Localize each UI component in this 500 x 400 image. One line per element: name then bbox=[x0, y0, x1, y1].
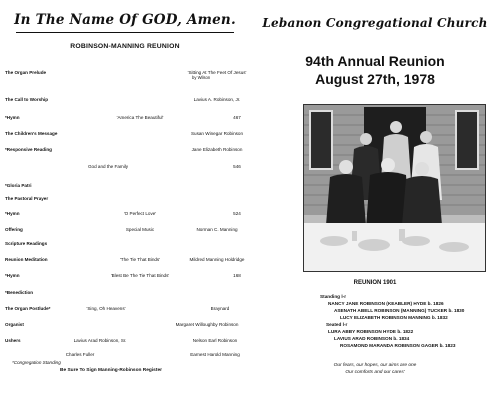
program-item-detail: 'Sitting At The Feet Of Jesus' bbox=[187, 70, 247, 75]
program-item-detail: Margaret Willoughby Robinson bbox=[175, 322, 239, 327]
window-right bbox=[456, 111, 478, 169]
program-item-detail: Braynard bbox=[210, 306, 230, 311]
seated-figures bbox=[326, 158, 442, 227]
program-item-title: Special Music bbox=[125, 227, 155, 232]
program-item-label: The Call to Worship bbox=[5, 97, 49, 102]
program-item-label: *Hymn bbox=[5, 211, 20, 216]
register-note: Be Sure To Sign Manning-Robinson Register bbox=[60, 368, 162, 373]
program-item-label: *Gloria Patri bbox=[5, 183, 32, 188]
program-item-detail: Lavius A. Robinson, Jr. bbox=[193, 97, 241, 102]
reunion-title: 94th Annual Reunion bbox=[305, 53, 445, 69]
program-item-number: 467 bbox=[233, 115, 241, 120]
reunion-subtitle: ROBINSON-MANNING REUNION bbox=[70, 43, 180, 50]
program-item-title: Charles Fuller bbox=[65, 352, 95, 357]
program-row bbox=[0, 306, 250, 316]
cover-page bbox=[250, 0, 500, 400]
standing-name: LUCY ELIZABETH ROBINSON MANNING b. 1832 bbox=[340, 315, 448, 320]
program-item-number: 524 bbox=[233, 211, 241, 216]
verse-line: Our fears, our hopes, our aims are one bbox=[333, 363, 417, 368]
standing-name: NANCY JANE ROBINSON (KEABLER) HYDE b. 1826 bbox=[328, 301, 444, 306]
photo-names bbox=[320, 293, 500, 349]
program-item-sub: by Wilson bbox=[192, 75, 211, 80]
program-row bbox=[0, 115, 250, 125]
seated-label: Seated l-r bbox=[326, 322, 348, 327]
program-item-number: 168 bbox=[233, 273, 241, 278]
program-item-title: 'O Perfect Love' bbox=[123, 211, 157, 216]
seated-name: ROSAMOND MARANDA ROBINSON GAGER b. 1823 bbox=[340, 343, 456, 348]
program-row bbox=[0, 147, 250, 157]
program-item-label: *Hymn bbox=[5, 273, 20, 278]
program-item-detail: Nelson Earl Robinson bbox=[192, 338, 238, 343]
program-row bbox=[0, 211, 250, 221]
program-item-title: 'Blest Be The Tie That Binds' bbox=[110, 273, 170, 278]
program-item-label: The Pastoral Prayer bbox=[5, 196, 49, 201]
program-item-label: *Responsive Reading bbox=[5, 147, 52, 152]
program-item-title: God and the Family bbox=[87, 164, 129, 169]
program-row bbox=[0, 273, 250, 283]
program-item-label: *Benediction bbox=[5, 290, 34, 295]
program-item-label: *Hymn bbox=[5, 115, 20, 120]
program-item-detail: Earnest Harold Manning bbox=[190, 352, 240, 357]
heading-rule bbox=[16, 32, 234, 33]
program-item-label: The Children's Message bbox=[5, 131, 58, 136]
reunion-photo bbox=[303, 104, 486, 272]
verse-line: Our comforts and our cares' bbox=[345, 370, 405, 375]
window-left bbox=[310, 111, 332, 169]
program-row bbox=[0, 241, 250, 251]
program-item-label: The Organ Prelude bbox=[5, 70, 47, 75]
program-row bbox=[0, 164, 250, 174]
standing-label: Standing l-r bbox=[320, 294, 347, 299]
photo-caption: REUNION 1901 bbox=[353, 280, 397, 286]
seated-name: LAVIUS ARAD ROBINSON b. 1834 bbox=[334, 336, 410, 341]
program-item-detail: Mildred Manning Holdridge bbox=[189, 257, 245, 262]
program-row bbox=[0, 97, 250, 107]
program-item-label: Organist bbox=[5, 322, 24, 327]
program-heading: In The Name Of GOD, Amen. bbox=[14, 12, 236, 28]
program-row bbox=[0, 70, 250, 80]
program-item-detail: Susan Winegar Robinson bbox=[190, 131, 244, 136]
program-item-title: Lavius Arad Robinson, Sr. bbox=[73, 338, 127, 343]
program-row bbox=[0, 227, 250, 237]
program-item-title: 'Sing, Oh Heavens' bbox=[86, 306, 126, 311]
program-item-title: 'America The Beautiful' bbox=[116, 115, 164, 120]
seated-name: LURA ABBY ROBINSON HYDE b. 1822 bbox=[328, 329, 414, 334]
hymn-verse bbox=[250, 362, 500, 376]
program-row bbox=[0, 257, 250, 267]
program-row bbox=[0, 322, 250, 332]
program-item-label: Reunion Meditation bbox=[5, 257, 48, 262]
program-item-label: Scripture Readings bbox=[5, 241, 48, 246]
program-item-detail: Jane Elizabeth Robinson bbox=[191, 147, 243, 152]
program-row bbox=[0, 290, 250, 300]
program-row bbox=[0, 183, 250, 193]
program-item-label: Ushers bbox=[5, 338, 21, 343]
program-row bbox=[0, 338, 250, 348]
standing-name: ASENATH ABELL ROBINSON (MANNING) TUCKER b. 1830 bbox=[334, 308, 465, 313]
congregation-note: *Congregation Standing bbox=[12, 360, 61, 365]
program-item-label: The Organ Postlude* bbox=[5, 306, 51, 311]
program-item-label: Offering bbox=[5, 227, 23, 232]
church-name: Lebanon Congregational Church bbox=[262, 16, 488, 30]
photo-illustration bbox=[304, 105, 486, 272]
program-item-title: 'The Tie That Binds' bbox=[119, 257, 161, 262]
program-row bbox=[0, 131, 250, 141]
reunion-date: August 27th, 1978 bbox=[315, 71, 435, 87]
program-item-number: 546 bbox=[233, 164, 241, 169]
program-row bbox=[0, 196, 250, 206]
program-item-detail: Norman C. Manning bbox=[196, 227, 238, 232]
